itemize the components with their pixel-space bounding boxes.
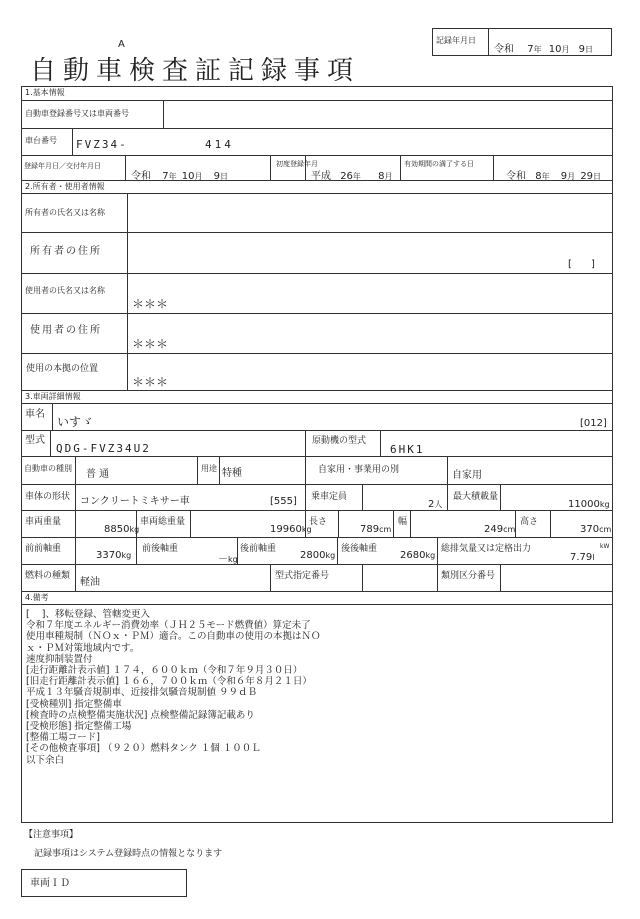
section-basic-heading: 1.基本情報 [25,88,65,97]
record-date-label: 記録年月日 [436,36,476,45]
length-label: 長さ [309,517,328,527]
fuel-label: 燃料の種類 [25,571,71,581]
gross-label: 車両総重量 [140,517,186,527]
ff-axle-label: 前前軸重 [25,544,62,554]
rf-axle-value: 2800kg [300,550,336,561]
gross-value: 19960kg [270,524,312,535]
remarks-line: [旧走行距離計表示値] １６６，７００ｋｍ（令和６年８月２１日） [26,676,312,688]
chassis-value-2: 414 [205,138,234,151]
remarks-line: 平成１３年騒音規制車、近接排気騒音規制値 ９９ｄＢ [26,687,258,699]
first-reg-value: 平成 26年 8月 [311,171,393,182]
fr-axle-label: 前後軸重 [142,544,179,554]
type-no-label: 型式指定番号 [275,571,330,581]
body-value: コンクリートミキサー車 [80,496,190,507]
make-code: [012] [580,418,607,429]
width-label: 幅 [398,517,408,527]
remarks-line: 使用車種規制（ＮＯｘ・ＰＭ）適合。この自動車の使用の本拠はＮＯ [26,631,321,643]
remarks-line: ｘ・ＰＭ対策地域内です。 [26,642,140,654]
base-location-label: 使用の本拠の位置 [26,364,99,374]
remarks-line: [走行距離計表示値] １７４，６００ｋｍ（令和７年９月３０日） [26,665,303,677]
model-label: 型式 [25,435,45,446]
weight-label: 車両重量 [25,517,62,527]
user-address-value: ＊＊＊ [132,337,169,351]
kind-value: 普 通 [86,469,110,480]
engine-value: 6HK1 [390,443,425,456]
remarks-line: [整備工場コード] [26,732,100,744]
record-date: 令和 7年 10月 9日 [494,44,594,55]
make-value: いすゞ [57,415,94,429]
user-name-value: ＊＊＊ [132,297,169,311]
reg-date-value: 令和 7年 10月 9日 [131,171,229,182]
remarks-line: 令和７年度エネルギー消費効率（ＪＨ２５モード燃費値）算定未了 [26,620,311,632]
user-name-label: 使用者の氏名又は名称 [25,286,105,295]
use-label: 用途 [201,464,217,473]
notes-text: 記録事項はシステム登録時点の情報となります [34,849,223,859]
private-label: 自家用・事業用の別 [318,465,400,475]
width-value: 249cm [484,524,516,535]
height-value: 370cm [580,524,612,535]
owner-name-label: 所有者の氏名又は名称 [25,208,105,217]
fuel-value: 軽油 [80,577,100,588]
body-label: 車体の形状 [25,492,71,502]
expiry-label: 有効期間の満了する日 [404,160,474,168]
section-owner-heading: 2.所有者・使用者情報 [25,182,105,191]
first-reg-label: 初度登録年月 [276,160,318,168]
rf-axle-label: 後前軸重 [240,544,277,554]
section-remarks-heading: 4.備考 [25,593,49,602]
use-value: 特種 [222,468,242,479]
chassis-label: 車台番号 [25,136,57,145]
displacement-value: 7.79l [570,552,595,563]
height-label: 高さ [520,517,539,527]
private-value: 自家用 [452,470,482,481]
remarks-line: 以下余白 [26,754,65,766]
remarks-line: [その他検査事項] （９２０）燃料タンク １個 １００Ｌ [26,743,261,755]
body-code: [555] [270,496,297,507]
chassis-value: FVZ34- [76,138,128,151]
engine-label: 原動機の型式 [312,436,367,446]
displacement-unit: kW [600,543,610,550]
expiry-value: 令和 8年 9月 29日 [506,171,602,182]
max-load-label: 最大積載量 [453,492,499,502]
ff-axle-value: 3370kg [96,550,132,561]
base-location-value: ＊＊＊ [132,375,169,389]
remarks-line: [受検種別] 指定整備車 [26,698,122,710]
fr-axle-value: －kg [218,554,238,565]
max-load-value: 11000kg [568,499,610,510]
owner-address-bracket: [ ] [568,259,595,270]
make-label: 車名 [25,409,45,420]
corner-mark: A [118,39,125,50]
capacity-value: 2人 [428,499,443,510]
reg-date-label: 登録年月日／交付年月日 [24,162,101,170]
notes-title: 【注意事項】 [24,830,79,840]
capacity-label: 乗車定員 [311,492,348,502]
remarks-line: [ ]、移転登録、管轄変更入 [26,609,150,620]
reg-no-label: 自動車登録番号又は車両番号 [25,109,129,118]
vehicle-id-label: 車両ＩＤ [30,878,70,889]
remarks-line: [受検形態] 指定整備工場 [26,721,132,733]
weight-value: 8850kg [104,524,140,535]
remarks-body [26,609,321,766]
kind-label: 自動車の種別 [24,464,72,473]
remarks-line: [検査時の点検整備実施状況] 点検整備記録簿記載あり [26,709,255,721]
document-title: 自動車検査証記録事項 [30,56,361,86]
rr-axle-value: 2680kg [400,550,436,561]
displacement-label: 総排気量又は定格出力 [441,544,532,554]
section-vehicle-heading: 3.車両詳細情報 [25,392,81,401]
user-address-label: 使用者の住所 [30,325,102,336]
remarks-line: 速度抑制装置付 [26,653,93,665]
owner-address-label: 所有者の住所 [30,246,102,257]
length-value: 789cm [360,524,392,535]
model-value: QDG-FVZ34U2 [56,442,151,455]
class-no-label: 類別区分番号 [441,571,496,581]
rr-axle-label: 後後軸重 [341,544,378,554]
